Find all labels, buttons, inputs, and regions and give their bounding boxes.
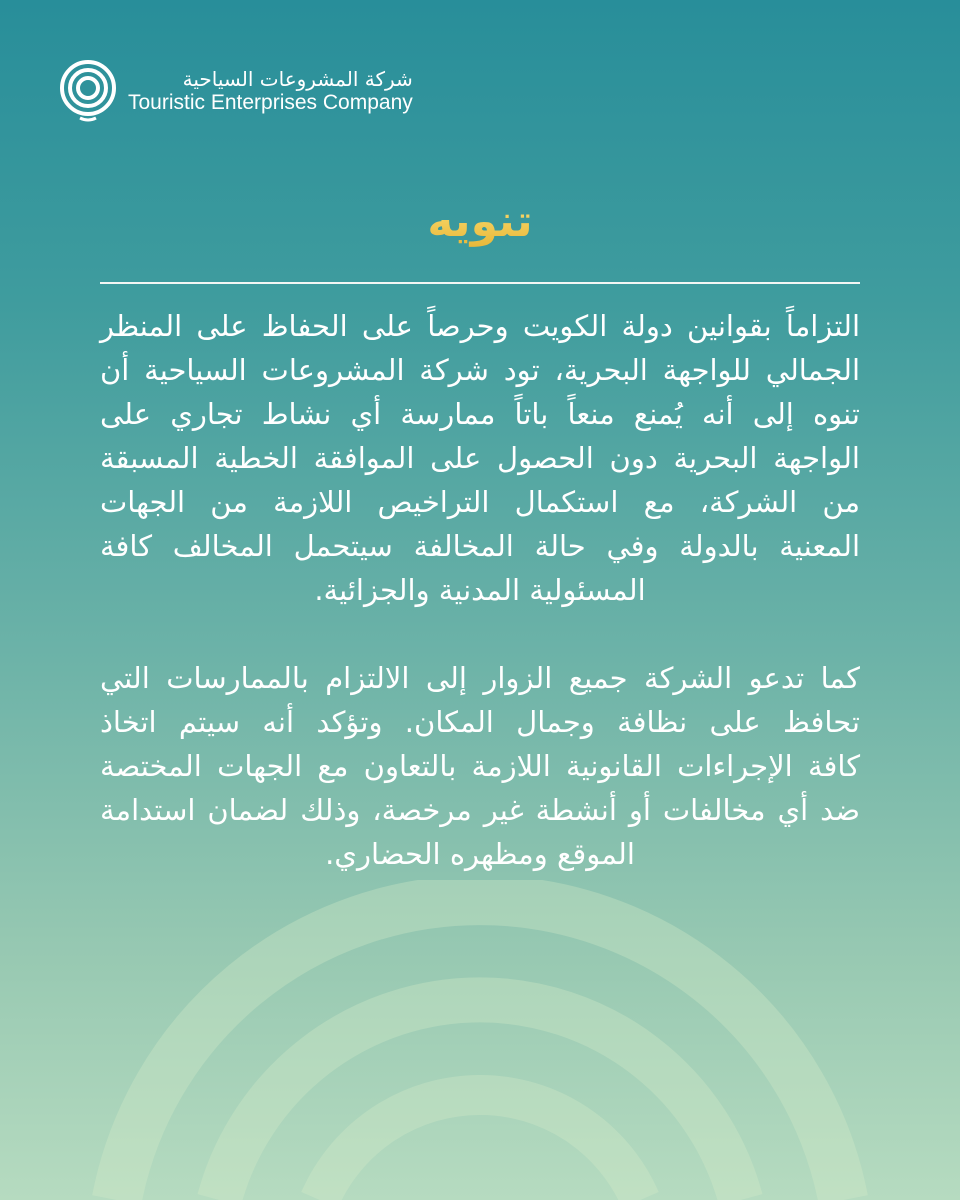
text-line: المعنية بالدولة وفي حالة المخالفة سيتحمل المخالف كافة xyxy=(100,529,860,563)
logo-rings-icon xyxy=(58,58,118,124)
logo-arabic-name: شركة المشروعات السياحية xyxy=(182,67,413,91)
inner-arc xyxy=(320,1095,641,1200)
text-line: الجمالي للواجهة البحرية، تود شركة المشروعات السياحية أن xyxy=(100,353,860,387)
text-line: كافة الإجراءات القانونية اللازمة بالتعاون مع الجهات المختصة xyxy=(100,749,860,783)
logo-english-name: Touristic Enterprises Company xyxy=(128,91,413,114)
notice-paragraph-2 xyxy=(100,656,860,876)
text-line: الواجهة البحرية دون الحصول على الموافقة الخطية المسبقة xyxy=(100,441,860,475)
text-line: تحافظ على نظافة وجمال المكان. وتؤكد أنه سيتم اتخاذ xyxy=(100,705,860,739)
company-logo xyxy=(58,58,413,124)
text-line: تنوه إلى أنه يُمنع منعاً باتاً ممارسة أي نشاط تجاري على xyxy=(100,397,860,431)
text-line: الموقع ومظهره الحضاري. xyxy=(325,837,635,871)
notice-title: تنويه xyxy=(0,196,960,247)
text-line: كما تدعو الشركة جميع الزوار إلى الالتزام بالممارسات التي xyxy=(100,661,860,695)
text-line: المسئولية المدنية والجزائية. xyxy=(314,573,646,607)
notice-paragraph-1 xyxy=(100,304,860,612)
text-line: من الشركة، مع استكمال التراخيص اللازمة من الجهات xyxy=(100,485,860,519)
text-line: ضد أي مخالفات أو أنشطة غير مرخصة، وذلك لضمان استدامة xyxy=(100,793,860,827)
text-line: التزاماً بقوانين دولة الكويت وحرصاً على الحفاظ على المنظر xyxy=(100,309,860,343)
title-divider xyxy=(100,282,860,284)
decorative-arcs xyxy=(0,880,960,1200)
